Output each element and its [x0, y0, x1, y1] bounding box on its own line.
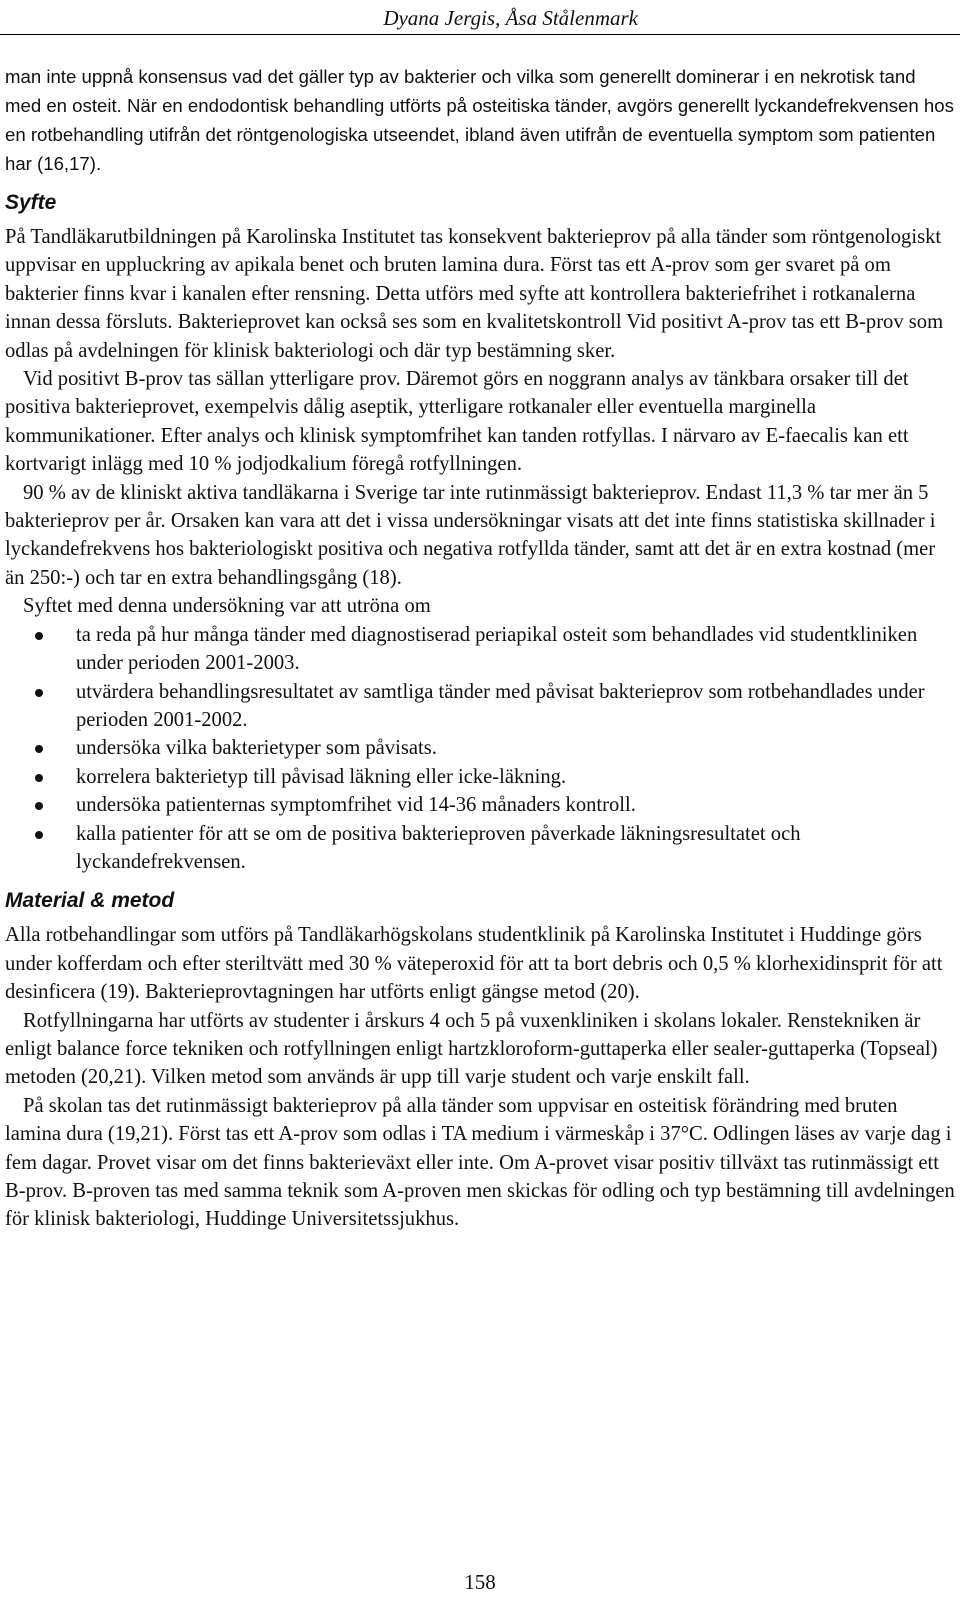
page-content [5, 62, 955, 1234]
syfte-paragraph-2: Vid positivt B-prov tas sällan ytterligare prov. Däremot görs en noggrann analys av tänkbara orsaker till det positiva bakterieprovet, exempelvis dålig aseptik, ytterligare rotkanaler eller eventuella marginella kommunikationer. Efter analys och klinisk symptomfrihet kan tanden rotfyllas. I närvaro av E-faecalis kan ett kortvarigt inlägg med 10 % jodjodkalium föregå rotfyllningen. [5, 368, 909, 476]
syfte-paragraph-4: Syftet med denna undersökning var att utröna om [23, 595, 431, 618]
list-item [5, 621, 955, 678]
bullet-icon [35, 632, 43, 640]
intro-paragraph: man inte uppnå konsensus vad det gäller typ av bakterier och vilka som generellt dominerar i en nekrotisk tand med en osteit. När en endodontisk behandling utförts på osteitiska tänder, avgörs generellt lyckandefrekvensen hos en rotbehandling utifrån det röntgenologiska utseendet, ibland även utifrån de eventuella symptom som patienten har (16,17). [5, 66, 954, 174]
list-item-text: undersöka patienternas symptomfrihet vid 14-36 månaders kontroll. [76, 794, 636, 817]
bullet-icon [35, 802, 43, 810]
page-number: 158 [464, 1570, 496, 1594]
list-item-text: utvärdera behandlingsresultatet av samtliga tänder med påvisat bakterieprov som rotbehandlades under perioden 2001-2002. [76, 680, 925, 731]
list-item [5, 820, 955, 877]
material-paragraph-2: Rotfyllningarna har utförts av studenter i årskurs 4 och 5 på vuxenkliniken i skolans lokaler. Renstekniken är enligt balance force tekniken och rotfyllningen enligt hartzkloroform-guttaperka eller sealer-guttaperka (Topseal) metoden (20,21). Vilken metod som används är upp till varje student och varje enskilt fall. [5, 1009, 938, 1089]
section-heading-syfte: Syfte [5, 191, 57, 214]
bullet-icon [35, 831, 43, 839]
syfte-paragraph-1: På Tandläkarutbildningen på Karolinska Institutet tas konsekvent bakterieprov på alla tänder som röntgenologiskt uppvisar en uppluckring av apikala benet och bruten lamina dura. Först tas ett A-prov som ger svaret på om bakterier finns kvar i kanalen efter rensning. Detta utförs med syfte att kontrollera bakteriefrihet i rotkanalerna innan dessa försluts. Bakterieprovet kan också ses som en kvalitetskontroll Vid positivt A-prov tas ett B-prov som odlas på avdelningen för klinisk bakteriologi och där typ bestämning sker. [5, 226, 944, 362]
aims-list [5, 621, 955, 877]
material-paragraph-1: Alla rotbehandlingar som utförs på Tandläkarhögskolans studentklinik på Karolinska Institutet i Huddinge görs under kofferdam och efter steriltvätt med 30 % väteperoxid för att ta bort debris och 0,5 % klorhexidinsprit för att desinficera (19). Bakterieprovtagningen har utförts enligt gängse metod (20). [5, 924, 943, 1004]
material-paragraph-3: På skolan tas det rutinmässigt bakterieprov på alla tänder som uppvisar en osteitisk förändring med bruten lamina dura (19,21). Först tas ett A-prov som odlas i TA medium i värmeskåp i 37°C. Odlingen läses av varje dag i fem dagar. Provet visar om det finns bakterieväxt eller inte. Om A-provet visar positiv tillväxt tas rutinmässigt ett B-prov. B-proven tas med samma teknik som A-proven men skickas för odling och typ bestämning till avdelningen för klinisk bakteriologi, Huddinge Universitetssjukhus. [5, 1094, 955, 1231]
bullet-icon [35, 689, 43, 697]
list-item [5, 678, 955, 735]
section-heading-material: Material & metod [5, 889, 175, 913]
list-item-text: korrelera bakterietyp till påvisad läkning eller icke-läkning. [76, 765, 567, 788]
list-item [5, 791, 955, 819]
header-authors: Dyana Jergis, Åsa Stålenmark [383, 6, 638, 30]
list-item-text: kalla patienter för att se om de positiva bakterieproven påverkade läkningsresultatet och lyckandefrekvensen. [76, 822, 801, 873]
page-header [0, 4, 960, 35]
syfte-paragraph-3: 90 % av de kliniskt aktiva tandläkarna i Sverige tar inte rutinmässigt bakterieprov. Endast 11,3 % tar mer än 5 bakterieprov per år. Orsaken kan vara att det i vissa undersökningar visats att det inte finns statistiska skillnader i lyckandefrekvens hos bakteriologiskt positiva och negativa rotfyllda tänder, samt att det är en extra kostnad (mer än 250:-) och tar en extra behandlingsgång (18). [5, 481, 936, 589]
list-item-text: undersöka vilka bakterietyper som påvisats. [76, 737, 437, 760]
list-item [5, 734, 955, 762]
bullet-icon [35, 774, 43, 782]
bullet-icon [35, 745, 43, 753]
list-item [5, 763, 955, 791]
list-item-text: ta reda på hur många tänder med diagnostiserad periapikal osteit som behandlades vid studentkliniken under perioden 2001-2003. [76, 623, 918, 675]
